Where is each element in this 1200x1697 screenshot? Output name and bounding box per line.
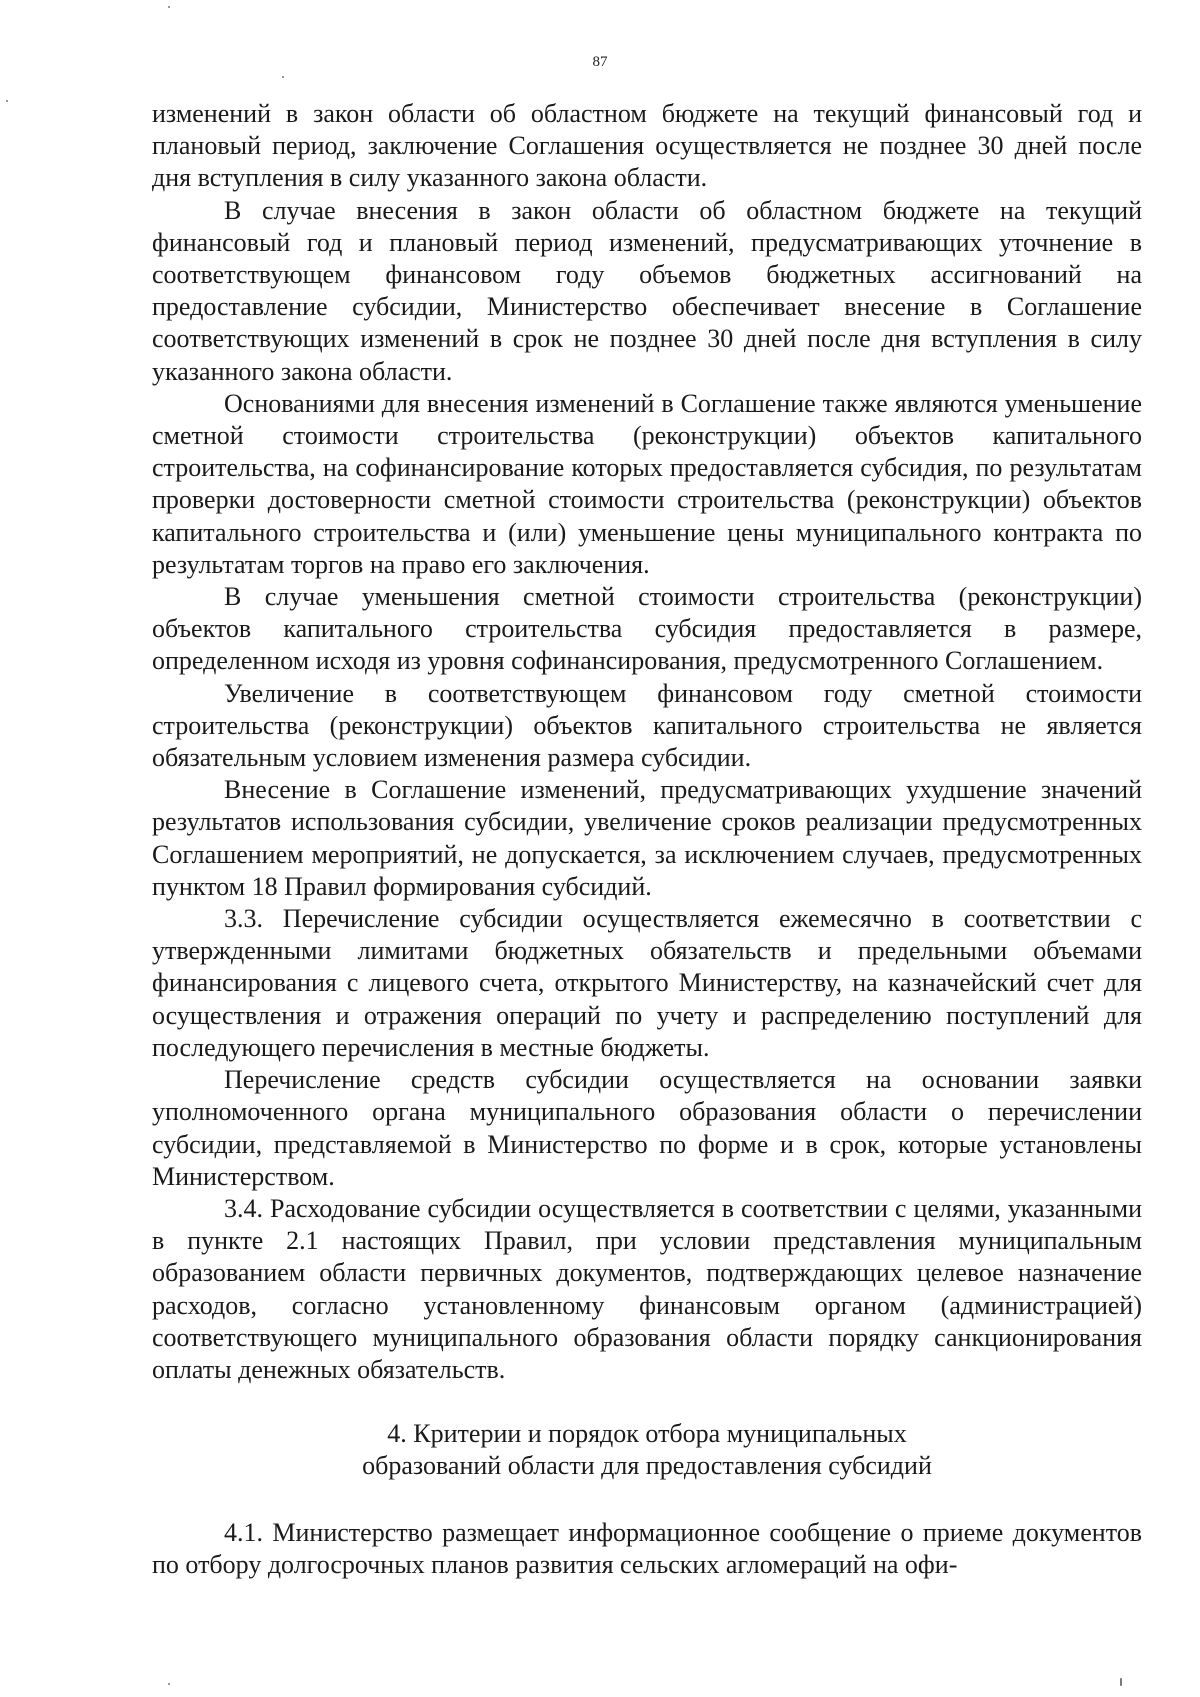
paragraph-worsening-results: Внесение в Соглашение изменений, предусматривающих ухудшение значений результатов использования субсидии, увеличение сроков реализации предусмотренных Соглашением мероприятий, не допускается, за исключением случаев, предусмотренных пунктом 18 Правил формирования субсидий. (152, 775, 1142, 901)
paragraph-4-1-announcement: 4.1. Министерство размещает информационное сообщение о приеме документов по отбору долгосрочных планов развития сельских агломераций на офи- (152, 1517, 1142, 1579)
scan-speck (282, 76, 284, 78)
scan-speck (1120, 1678, 1122, 1686)
scan-speck (6, 100, 8, 102)
paragraph-continuation: изменений в закон области об областном бюджете на текущий финансовый год и плановый период, заключение Соглашения осуществляется не позднее 30 дней после дня вступления в силу указанного закона области. (152, 99, 1142, 193)
paragraph-3-3-transfer: 3.3. Перечисление субсидии осуществляется ежемесячно в соответствии с утвержденными лимитами бюджетных обязательств и предельными объемами финансирования с лицевого счета, открытого Министерству, на казначейский счет для осуществления и отражения операций по учету и распределению поступлений для последующего перечисления в местные бюджеты. (152, 904, 1142, 1062)
paragraph-cost-reduction: В случае уменьшения сметной стоимости строительства (реконструкции) объектов капитального строительства субсидия предоставляется в размере, определенном исходя из уровня софинансирования, предусмотренного Соглашением. (152, 582, 1142, 676)
paragraph-budget-amendments: В случае внесения в закон области об областном бюджете на текущий финансовый год и плановый период изменений, предусматривающих уточнение в соответствующем финансовом году объемов бюджетных ассигнований на предоставление субсидии, Министерство обеспечивает внесение в Соглашение соответствующих изменений в срок не позднее 30 дней после дня вступления в силу указанного закона области. (152, 195, 1142, 386)
document-body (152, 98, 1142, 1581)
paragraph-transfer-request: Перечисление средств субсидии осуществляется на основании заявки уполномоченного органа муниципального образования области о перечислении субсидии, представляемой в Министерство по форме и в срок, которые установлены Министерством. (152, 1065, 1142, 1191)
section-heading (152, 1418, 1142, 1482)
paragraph-cost-increase: Увеличение в соответствующем финансовом году сметной стоимости строительства (реконструкции) объектов капитального строительства не является обязательным условием изменения размера субсидии. (152, 678, 1142, 773)
paragraph-3-4-spending: 3.4. Расходование субсидии осуществляется в соответствии с целями, указанными в пункте 2.1 настоящих Правил, при условии представления муниципальным образованием области первичных документов, подтверждающих целевое назначение расходов, согласно установленному финансовым органом (администрацией) соответствующего муниципального образования области порядку санкционирования оплаты денежных обязательств. (152, 1193, 1142, 1384)
scan-speck (168, 6, 170, 8)
section-heading-line-1: 4. Критерии и порядок отбора муниципальных (387, 1419, 907, 1449)
section-heading-line-2: образований области для предоставления субсидий (362, 1451, 932, 1481)
scan-speck (168, 1683, 170, 1685)
page-number: 87 (592, 54, 608, 70)
paragraph-grounds-for-changes: Основаниями для внесения изменений в Соглашение также являются уменьшение сметной стоимости строительства (реконструкции) объектов капитального строительства, на софинансирование которых предоставляется субсидия, по результатам проверки достоверности сметной стоимости строительства (реконструкции) объектов капитального строительства и (или) уменьшение цены муниципального контракта по результатам торгов на право его заключения. (152, 388, 1142, 579)
